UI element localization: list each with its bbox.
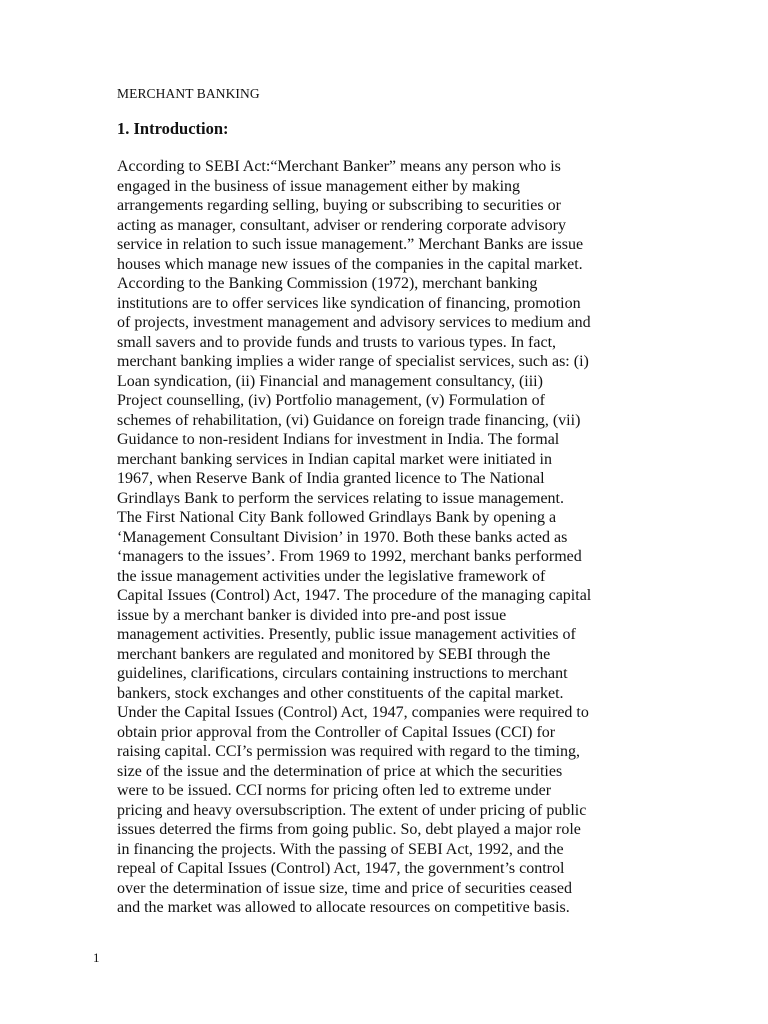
text-line: According to the Banking Commission (1972), merchant banking bbox=[117, 275, 538, 292]
text-line: size of the issue and the determination of price at which the securities bbox=[117, 762, 563, 780]
text-line: over the determination of issue size, time and price of securities ceased bbox=[117, 879, 572, 897]
text-line: Under the Capital Issues (Control) Act, 1947, companies were required to bbox=[117, 704, 589, 721]
text-line: repeal of Capital Issues (Control) Act, 1947, the government’s control bbox=[117, 860, 565, 877]
text-line: Guidance to non-resident Indians for investment in India. The formal bbox=[117, 431, 560, 448]
text-line: issue by a merchant banker is divided into pre-and post issue bbox=[117, 606, 507, 624]
text-line: merchant banking implies a wider range of specialist services, such as: (i) bbox=[117, 353, 589, 370]
text-line: 1967, when Reserve Bank of India granted licence to The National bbox=[117, 470, 545, 487]
text-line: in financing the projects. With the passing of SEBI Act, 1992, and the bbox=[117, 840, 564, 858]
text-line: ‘Management Consultant Division’ in 1970. Both these banks acted as bbox=[117, 528, 568, 546]
text-line: small savers and to provide funds and trusts to various types. In fact, bbox=[117, 333, 557, 351]
text-line: Project counselling, (iv) Portfolio management, (v) Formulation of bbox=[117, 392, 545, 409]
text-line: engaged in the business of issue management either by making bbox=[117, 177, 521, 195]
document-title: MERCHANT BANKING bbox=[117, 86, 260, 101]
text-line: the issue management activities under the legislative framework of bbox=[117, 567, 546, 585]
section-heading: 1. Introduction: bbox=[117, 119, 229, 138]
text-line: of projects, investment management and advisory services to medium and bbox=[117, 314, 591, 331]
text-line: houses which manage new issues of the companies in the capital market. bbox=[117, 255, 583, 273]
text-line: arrangements regarding selling, buying or subscribing to securities or bbox=[117, 197, 561, 214]
text-line: The First National City Bank followed Grindlays Bank by opening a bbox=[117, 509, 557, 526]
text-line: and the market was allowed to allocate resources on competitive basis. bbox=[117, 899, 570, 916]
text-line: guidelines, clarifications, circulars containing instructions to merchant bbox=[117, 665, 568, 682]
text-line: pricing and heavy oversubscription. The extent of under pricing of public bbox=[117, 801, 587, 819]
text-line: According to SEBI Act:“Merchant Banker” means any person who is bbox=[117, 158, 561, 175]
text-line: bankers, stock exchanges and other constituents of the capital market. bbox=[117, 684, 564, 702]
text-line: management activities. Presently, public issue management activities of bbox=[117, 626, 576, 643]
text-line: service in relation to such issue management.” Merchant Banks are issue bbox=[117, 236, 584, 253]
text-line: ‘managers to the issues’. From 1969 to 1992, merchant banks performed bbox=[117, 548, 582, 565]
text-line: schemes of rehabilitation, (vi) Guidance on foreign trade financing, (vii) bbox=[117, 411, 581, 429]
text-line: Loan syndication, (ii) Financial and management consultancy, (iii) bbox=[117, 372, 543, 390]
body-paragraph bbox=[117, 157, 665, 918]
text-line: acting as manager, consultant, adviser or rendering corporate advisory bbox=[117, 216, 566, 234]
text-line: merchant bankers are regulated and monitored by SEBI through the bbox=[117, 645, 551, 663]
text-line: Capital Issues (Control) Act, 1947. The procedure of the managing capital bbox=[117, 587, 592, 604]
page-number: 1 bbox=[93, 950, 100, 965]
text-line: issues deterred the firms from going public. So, debt played a major role bbox=[117, 821, 581, 838]
text-line: Grindlays Bank to perform the services relating to issue management. bbox=[117, 489, 564, 507]
text-line: were to be issued. CCI norms for pricing often led to extreme under bbox=[117, 782, 552, 799]
text-line: institutions are to offer services like syndication of financing, promotion bbox=[117, 294, 581, 312]
text-line: merchant banking services in Indian capital market were initiated in bbox=[117, 450, 552, 468]
text-line: raising capital. CCI’s permission was required with regard to the timing, bbox=[117, 743, 581, 760]
text-line: obtain prior approval from the Controller of Capital Issues (CCI) for bbox=[117, 723, 556, 741]
